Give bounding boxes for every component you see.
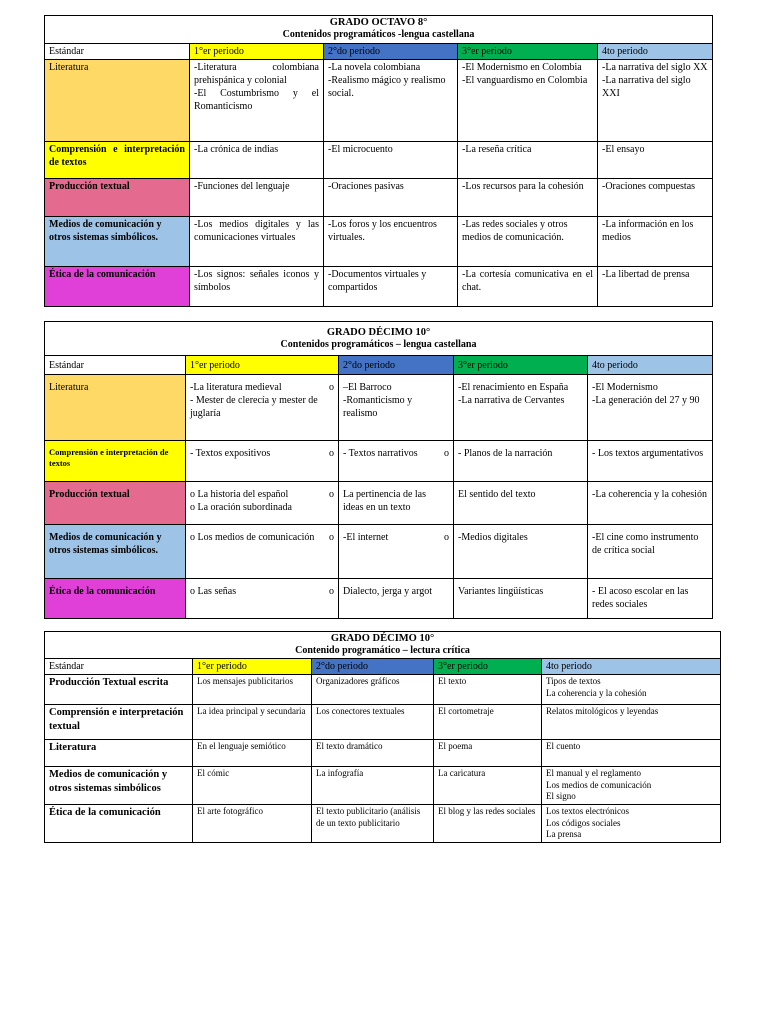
content-cell: La pertinencia de las ideas en un texto [339, 482, 454, 525]
standard-label: Producción textual [45, 482, 186, 525]
content-cell: Los mensajes publicitarios [193, 675, 312, 705]
header-estandar: Estándar [45, 44, 190, 60]
standard-label: Medios de comunicación y otros sistemas simbólicos. [45, 525, 186, 579]
content-cell: El cuento [542, 740, 721, 767]
content-cell: Organizadores gráficos [312, 675, 434, 705]
header-estandar: Estándar [45, 659, 193, 675]
standard-label: Comprensión e interpretación de textos [45, 142, 190, 179]
content-cell: El manual y el reglamento Los medios de comunicación El signo [542, 767, 721, 805]
content-cell: -Oraciones compuestas [598, 179, 713, 217]
content-cell: -La coherencia y la cohesión [588, 482, 713, 525]
standard-label: Producción Textual escrita [45, 675, 193, 705]
header-periodo-3: 3°er periodo [454, 356, 588, 375]
header-periodo-3: 3°er periodo [458, 44, 598, 60]
standard-label: Producción textual [45, 179, 190, 217]
content-cell: Relatos mitológicos y leyendas [542, 705, 721, 740]
content-cell: -El Modernismo -La generación del 27 y 90 [588, 375, 713, 441]
table-row [45, 675, 721, 705]
standard-label: Medios de comunicación y otros sistemas simbólicos. [45, 217, 190, 267]
header-periodo-2: 2°do periodo [339, 356, 454, 375]
content-cell: Dialecto, jerga y argot [339, 579, 454, 619]
header-periodo-1: 1°er periodo [193, 659, 312, 675]
standard-label: Literatura [45, 60, 190, 142]
content-cell: Los conectores textuales [312, 705, 434, 740]
table-row [45, 740, 721, 767]
content-cell: El texto dramático [312, 740, 434, 767]
standard-label: Comprensión e interpretación textual [45, 705, 193, 740]
header-periodo-3: 3°er periodo [434, 659, 542, 675]
header-periodo-2: 2°do periodo [324, 44, 458, 60]
content-cell: o -La literatura medieval - Mester de clerecía y mester de juglaría [186, 375, 339, 441]
header-estandar: Estándar [45, 356, 186, 375]
content-cell: -La narrativa del siglo XX -La narrativa del siglo XXI [598, 60, 713, 142]
header-row [45, 44, 713, 60]
table-title [45, 16, 713, 44]
content-cell: –El Barroco -Romanticismo y realismo [339, 375, 454, 441]
table-title [45, 632, 721, 659]
grade-subtitle: Contenidos programáticos -lengua castellana [282, 29, 475, 41]
content-cell: El cortometraje [434, 705, 542, 740]
content-cell: Tipos de textos La coherencia y la cohesión [542, 675, 721, 705]
content-cell: -La crónica de indias [190, 142, 324, 179]
content-cell: -Literatura colombiana prehispánica y colonial -El Costumbrismo y el Romanticismo [190, 60, 324, 142]
table-row [45, 805, 721, 843]
content-cell: - Los textos argumentativos [588, 441, 713, 482]
content-cell: -La novela colombiana -Realismo mágico y realismo social. [324, 60, 458, 142]
header-periodo-1: 1°er periodo [190, 44, 324, 60]
header-periodo-4: 4to periodo [588, 356, 713, 375]
table-title [45, 322, 713, 356]
content-cell: -Medios digitales [454, 525, 588, 579]
table-row [45, 375, 713, 441]
content-cell: El texto publicitario (análisis de un texto publicitario [312, 805, 434, 843]
content-cell: -Los foros y los encuentros virtuales. [324, 217, 458, 267]
table-row [45, 60, 713, 142]
content-cell: -Documentos virtuales y compartidos [324, 267, 458, 307]
grade-title: GRADO DÉCIMO 10° [330, 633, 435, 644]
content-cell: o o Los medios de comunicación [186, 525, 339, 579]
content-cell: - Planos de la narración [454, 441, 588, 482]
standard-label: Ética de la comunicación [45, 805, 193, 843]
header-periodo-4: 4to periodo [598, 44, 713, 60]
table-grado-decimo-lengua [44, 321, 713, 619]
content-cell: La idea principal y secundaria [193, 705, 312, 740]
table-row [45, 525, 713, 579]
header-periodo-1: 1°er periodo [186, 356, 339, 375]
table-grado-octavo [44, 15, 713, 307]
header-periodo-4: 4to periodo [542, 659, 721, 675]
content-cell: -El renacimiento en España -La narrativa de Cervantes [454, 375, 588, 441]
grade-title: GRADO DÉCIMO 10° [326, 326, 431, 338]
table-row [45, 705, 721, 740]
content-cell: o o La historia del español o La oración subordinada [186, 482, 339, 525]
grade-subtitle: Contenidos programáticos – lengua castellana [280, 338, 477, 350]
content-cell: -La información en los medios [598, 217, 713, 267]
content-cell: -El Modernismo en Colombia -El vanguardismo en Colombia [458, 60, 598, 142]
content-cell: En el lenguaje semiótico [193, 740, 312, 767]
content-cell: -La cortesía comunicativa en el chat. [458, 267, 598, 307]
grade-subtitle: Contenido programático – lectura crítica [295, 645, 470, 657]
content-cell: -El microcuento [324, 142, 458, 179]
header-row [45, 659, 721, 675]
content-cell: El blog y las redes sociales [434, 805, 542, 843]
content-cell: El sentido del texto [454, 482, 588, 525]
table-row [45, 217, 713, 267]
standard-label: Medios de comunicación y otros sistemas simbólicos [45, 767, 193, 805]
table-row [45, 267, 713, 307]
table-row [45, 142, 713, 179]
content-cell: -La libertad de prensa [598, 267, 713, 307]
content-cell: El arte fotográfico [193, 805, 312, 843]
standard-label: Literatura [45, 740, 193, 767]
grade-title: GRADO OCTAVO 8° [329, 17, 428, 28]
bullet-marker: o [329, 382, 334, 393]
content-cell: El cómic [193, 767, 312, 805]
content-cell: Variantes lingüísticas [454, 579, 588, 619]
table-grado-decimo-lectura [44, 631, 721, 843]
header-periodo-2: 2°do periodo [312, 659, 434, 675]
content-cell: La caricatura [434, 767, 542, 805]
table-row [45, 579, 713, 619]
content-cell: - El acoso escolar en las redes sociales [588, 579, 713, 619]
content-cell: -El ensayo [598, 142, 713, 179]
content-cell: -Los medios digitales y las comunicaciones virtuales [190, 217, 324, 267]
content-cell: -La reseña crítica [458, 142, 598, 179]
standard-label: Literatura [45, 375, 186, 441]
content-cell: -Funciones del lenguaje [190, 179, 324, 217]
table-row [45, 482, 713, 525]
content-cell: o - Textos narrativos [339, 441, 454, 482]
header-row [45, 356, 713, 375]
content-cell: -Los recursos para la cohesión [458, 179, 598, 217]
content-cell: La infografía [312, 767, 434, 805]
table-row [45, 767, 721, 805]
content-cell: -Las redes sociales y otros medios de comunicación. [458, 217, 598, 267]
standard-label: Comprensión e interpretación de textos [45, 441, 186, 482]
content-cell: -El cine como instrumento de crítica social [588, 525, 713, 579]
standard-label: Ética de la comunicación [45, 267, 190, 307]
content-cell: o - Textos expositivos [186, 441, 339, 482]
content-cell: -Oraciones pasivas [324, 179, 458, 217]
content-cell: o -El internet [339, 525, 454, 579]
content-cell: -Los signos: señales iconos y símbolos [190, 267, 324, 307]
content-cell: Los textos electrónicos Los códigos sociales La prensa [542, 805, 721, 843]
content-cell: El poema [434, 740, 542, 767]
content-cell: El texto [434, 675, 542, 705]
standard-label: Ética de la comunicación [45, 579, 186, 619]
table-row [45, 441, 713, 482]
table-row [45, 179, 713, 217]
content-cell: o o Las señas [186, 579, 339, 619]
